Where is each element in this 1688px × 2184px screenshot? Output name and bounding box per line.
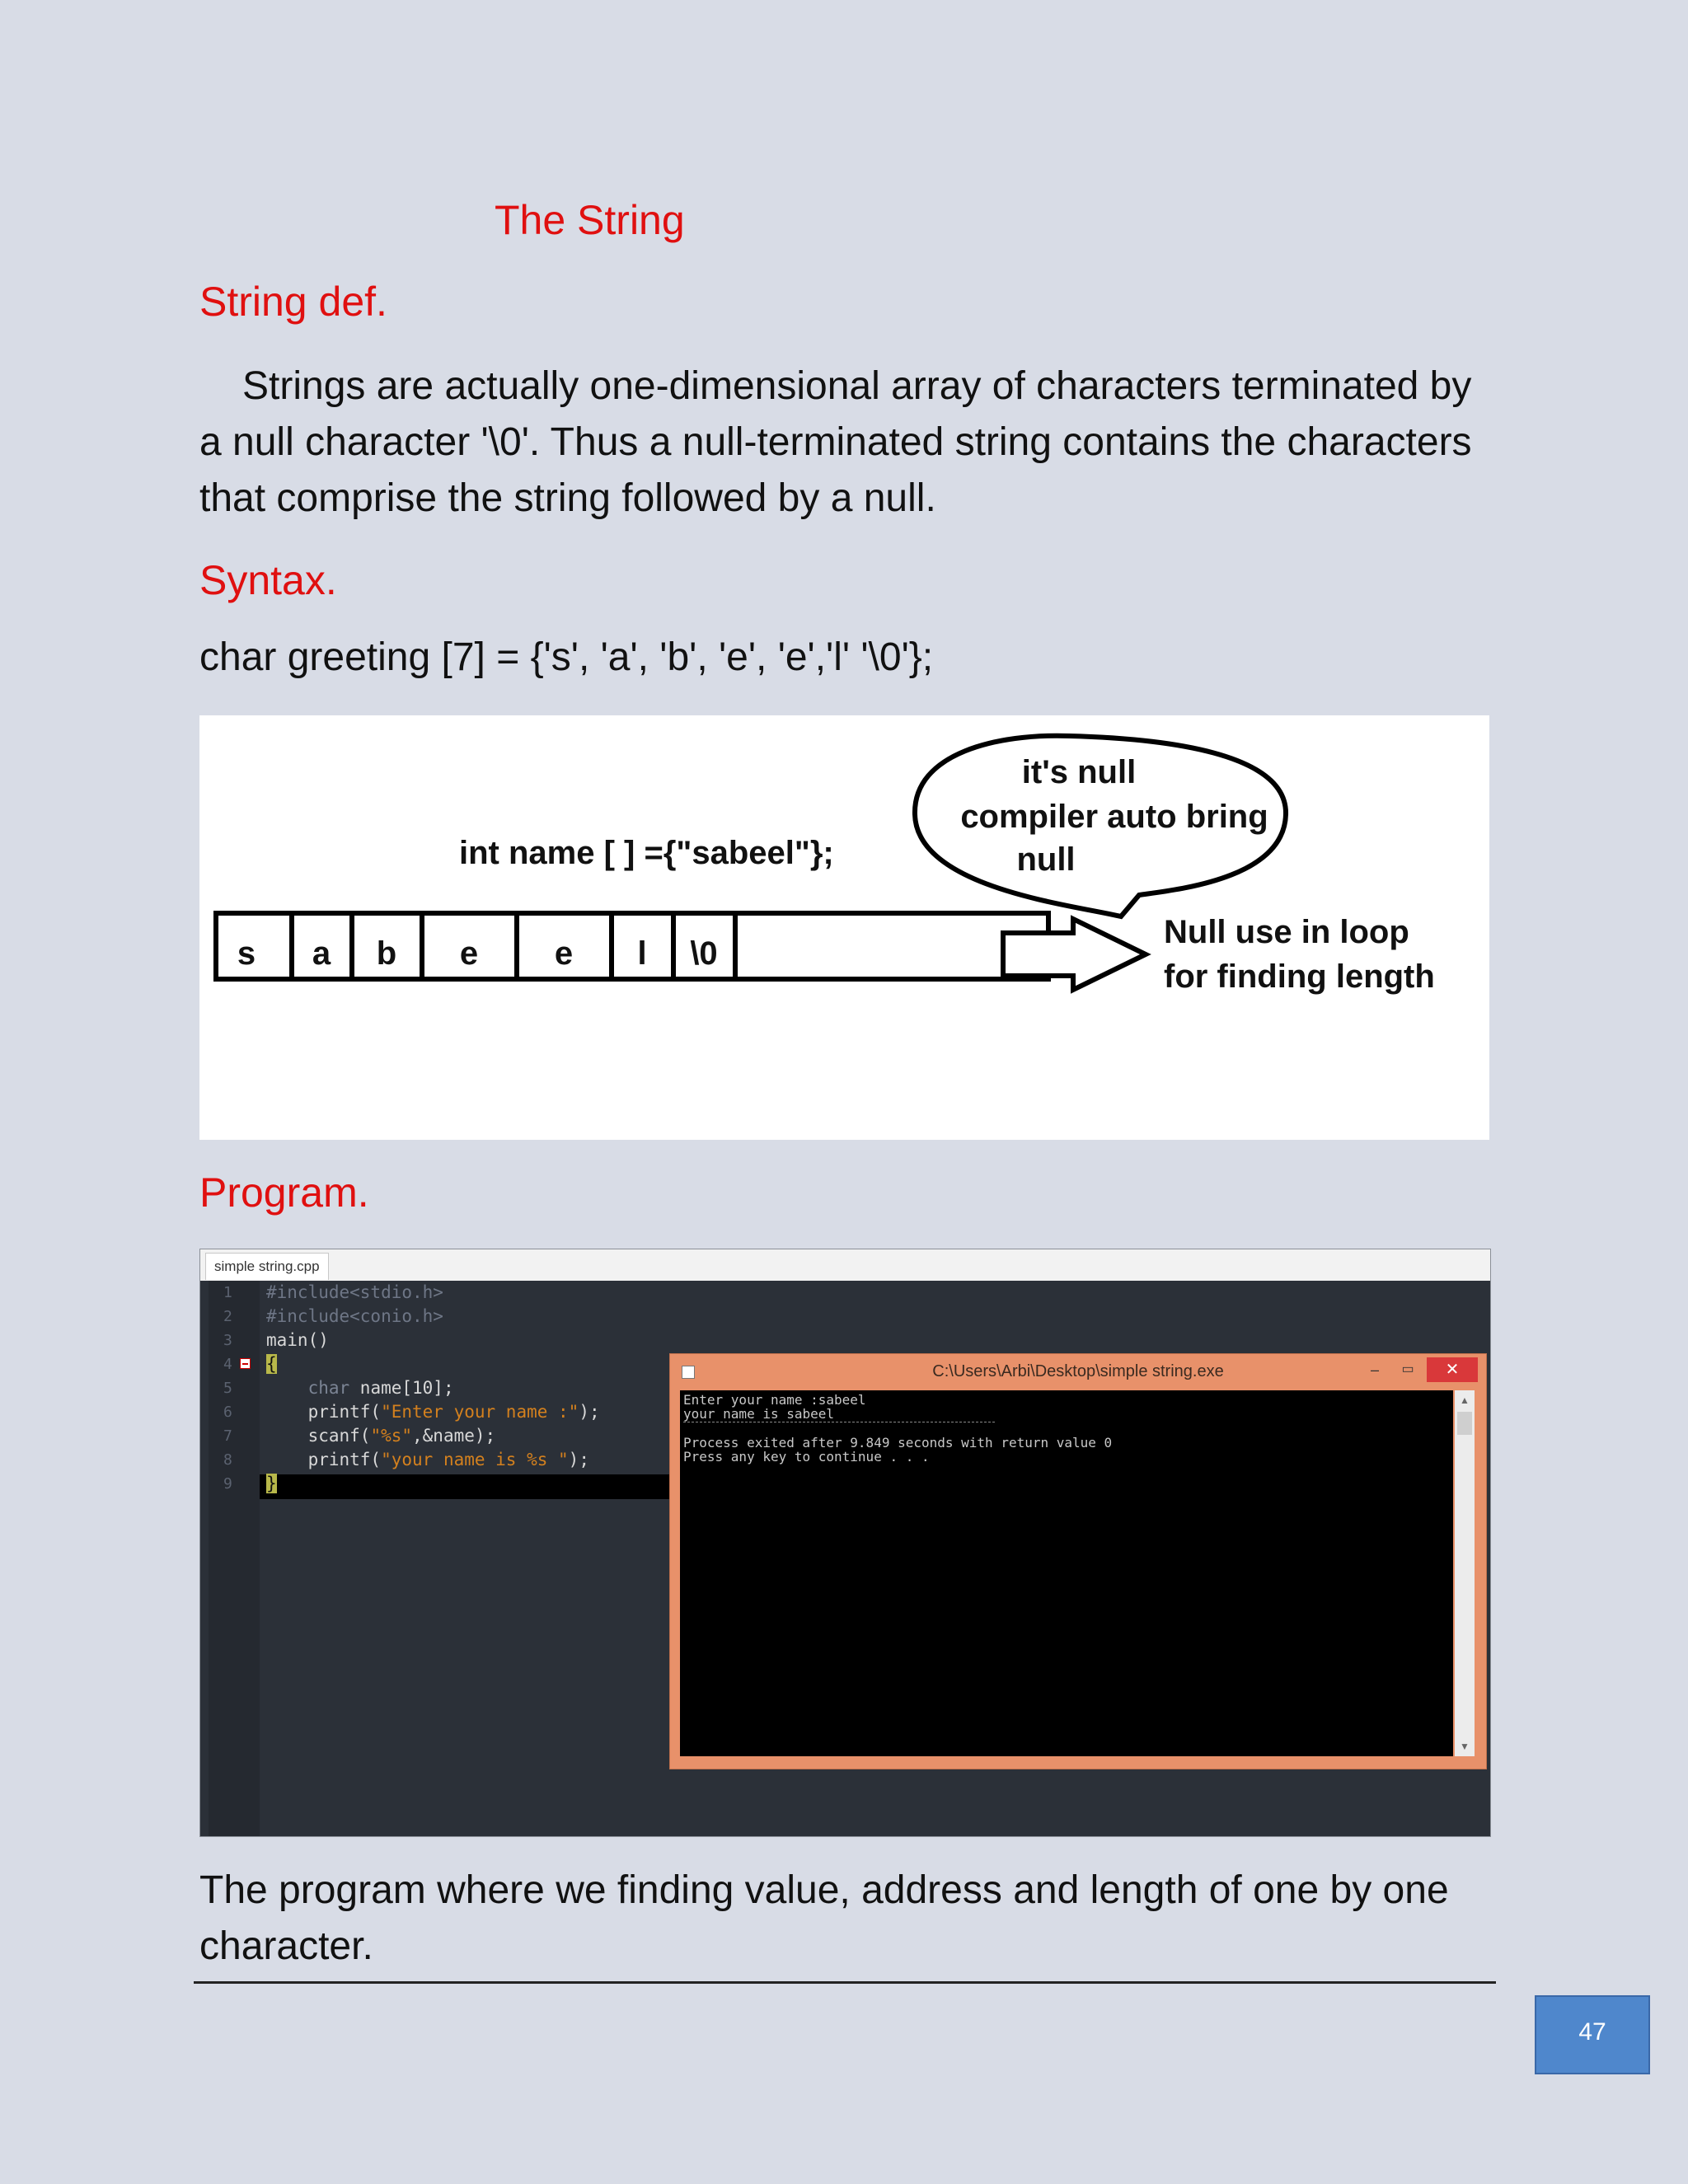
code-line-8: [266, 1450, 589, 1469]
code-line-2: #include<conio.h>: [266, 1306, 443, 1326]
console-title: C:\Users\Arbi\Desktop\simple string.exe: [932, 1362, 1224, 1380]
scroll-thumb[interactable]: [1457, 1412, 1472, 1435]
line-number: 1: [223, 1284, 232, 1301]
array-outline: [216, 913, 1048, 979]
console-line: Process exited after 9.849 seconds with return value 0: [683, 1435, 1113, 1451]
code-line-3: main(): [266, 1330, 329, 1350]
keyword-char: char: [307, 1378, 350, 1398]
string-literal: "Enter your name :": [381, 1402, 579, 1422]
code-line-5: [266, 1378, 454, 1398]
footer-divider: [194, 1981, 1496, 1984]
program-heading: Program.: [199, 1169, 369, 1216]
line-number: 2: [223, 1308, 232, 1325]
string-literal: "your name is %s ": [381, 1450, 569, 1469]
code-text: );: [568, 1450, 589, 1469]
console-output[interactable]: [680, 1390, 1453, 1756]
fold-minus-icon[interactable]: [240, 1358, 251, 1369]
arrow-label-line-2: for finding length: [1164, 958, 1435, 995]
declaration-label: int name [ ] ={"sabeel"};: [459, 835, 834, 871]
ide-tab-bar: [200, 1249, 1490, 1281]
line-number: 4: [223, 1356, 232, 1373]
close-button[interactable]: ✕: [1427, 1357, 1478, 1382]
bubble-line-3: null: [1016, 841, 1076, 878]
console-line: Press any key to continue . . .: [683, 1449, 930, 1465]
console-line: Enter your name :sabeel: [683, 1392, 866, 1408]
scroll-down-icon[interactable]: ▼: [1460, 1741, 1470, 1752]
code-line-7: [266, 1426, 495, 1446]
definition-paragraph: [199, 359, 1493, 527]
code-line-6: [266, 1402, 600, 1422]
minimize-button[interactable]: –: [1370, 1361, 1379, 1378]
syntax-heading: Syntax.: [199, 557, 337, 603]
string-diagram-svg: [199, 715, 1489, 1140]
console-titlebar[interactable]: [670, 1354, 1486, 1389]
syntax-code: char greeting [7] = {'s', 'a', 'b', 'e', 'e','l' '\0'};: [199, 635, 934, 679]
line-number: 7: [223, 1427, 232, 1445]
page-number: 47: [1535, 1995, 1650, 2074]
string-diagram: [199, 715, 1489, 1140]
arrow-label-line-1: Null use in loop: [1164, 914, 1409, 950]
line-number: 8: [223, 1451, 232, 1469]
array-cell-label: e: [554, 935, 574, 972]
line-number: 5: [223, 1380, 232, 1397]
code-text: printf(: [307, 1402, 382, 1422]
line-number-gutter: [209, 1281, 260, 1836]
ide-file-tab[interactable]: simple string.cpp: [205, 1253, 329, 1280]
brace-close: }: [266, 1474, 277, 1493]
array-cell-label: \0: [690, 935, 718, 972]
console-scrollbar[interactable]: [1455, 1390, 1475, 1756]
code-line-9: [266, 1474, 277, 1493]
string-literal: "%s": [370, 1426, 413, 1446]
array-cell-label: s: [237, 935, 256, 972]
line-number: 3: [223, 1332, 232, 1349]
program-caption: The program where we finding value, address and length of one by one character.: [199, 1868, 1449, 1968]
definition-heading: String def.: [199, 279, 387, 325]
bubble-line-1: it's null: [1021, 754, 1137, 790]
array-cell-label: a: [312, 935, 331, 972]
console-window[interactable]: [669, 1353, 1487, 1769]
line-number: 6: [223, 1404, 232, 1421]
array-cell-label: b: [376, 935, 397, 972]
bubble-line-2: compiler auto bring: [960, 799, 1268, 835]
code-text: name[10];: [349, 1378, 454, 1398]
brace-open: {: [266, 1354, 277, 1374]
code-line-1: #include<stdio.h>: [266, 1282, 443, 1302]
maximize-button[interactable]: ▭: [1401, 1362, 1414, 1376]
code-text: ,&name);: [412, 1426, 496, 1446]
line-number: 9: [223, 1475, 232, 1493]
code-text: printf(: [307, 1450, 382, 1469]
code-text: );: [579, 1402, 600, 1422]
definition-text: Strings are actually one-dimensional array of characters terminated by a null character '\0'. Thus a null-terminated string contains the characters that comprise the string followed by a null.: [199, 364, 1472, 520]
array-cell-label: l: [637, 935, 647, 972]
console-line: your name is sabeel: [683, 1406, 835, 1422]
code-line-4: [266, 1354, 277, 1374]
code-text: scanf(: [307, 1426, 371, 1446]
ide-screenshot: [199, 1249, 1491, 1837]
page-title: The String: [495, 197, 685, 243]
array-cell-label: e: [459, 935, 479, 972]
scroll-up-icon[interactable]: ▲: [1460, 1394, 1470, 1406]
